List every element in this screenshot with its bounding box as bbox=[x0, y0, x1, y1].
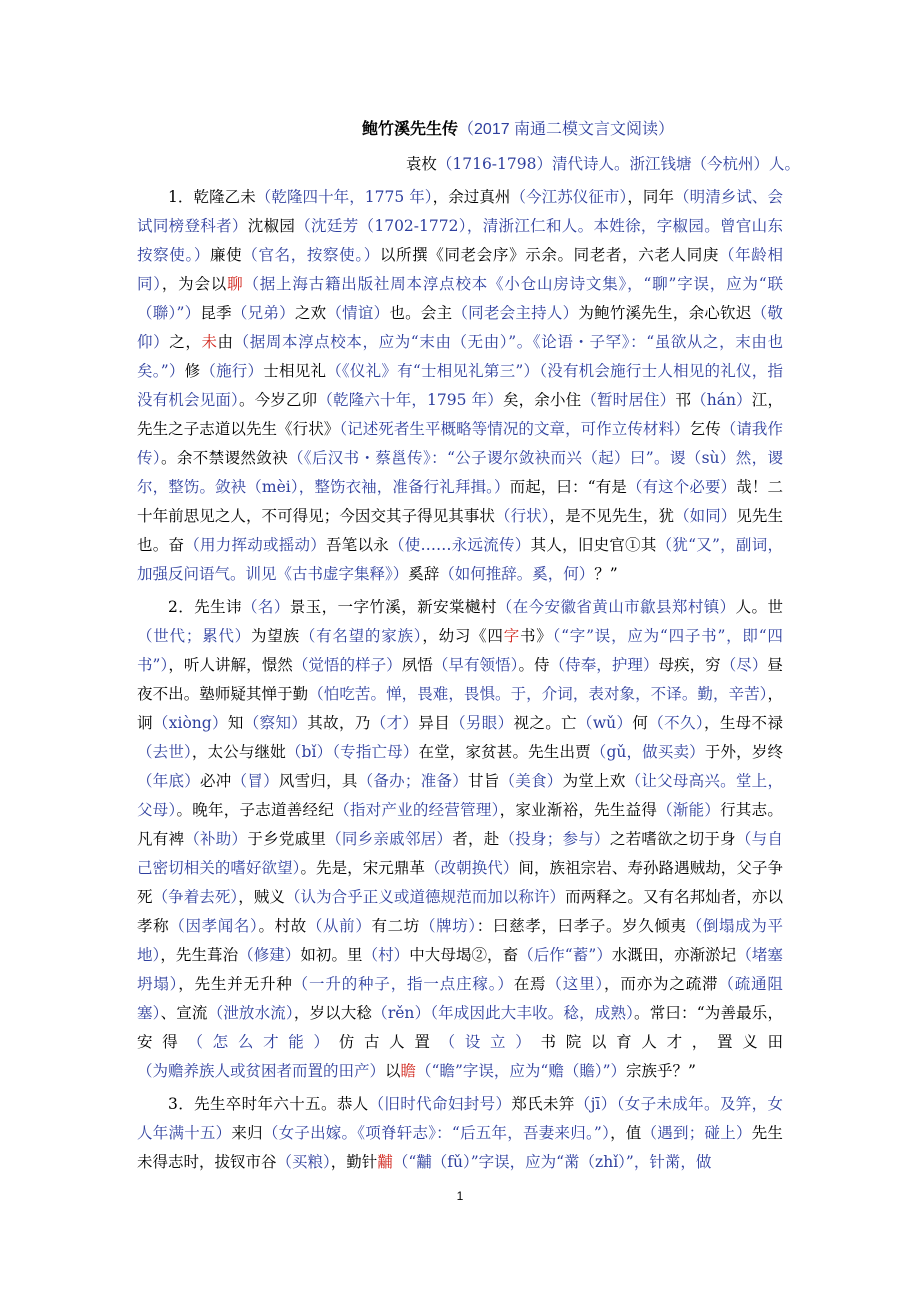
source-text: ：曰慈孝，曰孝子。岁久倾夷 bbox=[476, 917, 687, 935]
title-line bbox=[362, 118, 882, 141]
annotation: （渐能） bbox=[657, 801, 721, 819]
annotation: （“黼（fǔ）”字误，应为“黹（zhǐ）”，针黹，做 bbox=[392, 1153, 712, 1171]
corrected-char: 聊 bbox=[227, 275, 244, 293]
source-text: 昆季 bbox=[200, 304, 232, 322]
source-text: 。今岁乙卯 bbox=[238, 391, 318, 409]
annotation: （bǐ）（专指亡母） bbox=[285, 743, 419, 761]
annotation: （倒塌成为平地） bbox=[137, 917, 783, 964]
annotation: （冒） bbox=[231, 772, 279, 790]
source-text: ，是不见先生，犹 bbox=[549, 507, 675, 525]
annotation: （xiòng） bbox=[152, 714, 228, 732]
paragraph-1 bbox=[137, 183, 783, 589]
source-text: 者，赴 bbox=[452, 830, 500, 848]
annotation: （官名，按察使。） bbox=[242, 246, 380, 264]
source-text: 也。会主 bbox=[389, 304, 453, 322]
annotation: （今江苏仪征市） bbox=[510, 188, 628, 206]
annotation: （指对产业的经营管理） bbox=[334, 801, 500, 819]
source-text: 人。世 bbox=[735, 598, 783, 616]
annotation: （暂时居住） bbox=[581, 391, 676, 409]
annotation: （据周本淳点校本，应为“末由（无由）”。《论语・子罕》：“虽欲从之，末由也矣。”） bbox=[137, 333, 783, 380]
annotation: （村） bbox=[362, 946, 410, 964]
corrected-char: 字 bbox=[503, 627, 520, 645]
source-text: 廉使 bbox=[210, 246, 243, 264]
source-text: 行其志。凡有裨 bbox=[137, 801, 783, 848]
annotation: （行状） bbox=[495, 507, 550, 525]
source-text: 其人，旧史官①其 bbox=[530, 536, 657, 554]
source-text: 先生未得志时，拔钗市谷 bbox=[137, 1124, 783, 1171]
source-text: ，听人讲解，憬然 bbox=[168, 656, 293, 674]
annotation: （有名望的家族） bbox=[299, 627, 423, 645]
source-text: ，先生葺治 bbox=[160, 946, 239, 964]
source-text: 母疾，穷 bbox=[658, 656, 721, 674]
annotation: （美食） bbox=[499, 772, 563, 790]
annotation: （rěn）（年成因此大丰收。稔，成熟） bbox=[372, 1004, 635, 1022]
source-text: 书院以育人才，置义田 bbox=[540, 1033, 783, 1051]
source-text: ，而亦为之疏滞 bbox=[604, 975, 719, 993]
annotation: （因孝闻名） bbox=[169, 917, 259, 935]
annotation: （泄放水流） bbox=[207, 1004, 294, 1022]
annotation: （有这个必要） bbox=[626, 478, 737, 496]
source-text: 于乡党戚里 bbox=[247, 830, 327, 848]
corrected-char: 黼 bbox=[377, 1153, 393, 1171]
source-text: 沈椒园 bbox=[247, 217, 296, 235]
annotation: （怎么才能） bbox=[187, 1033, 339, 1051]
source-text: 乞传 bbox=[689, 420, 721, 438]
source-text: 之若嗜欲之切于身 bbox=[609, 830, 736, 848]
essay-source: （2017 南通二模文言文阅读） bbox=[458, 121, 675, 138]
source-text: 来归 bbox=[231, 1124, 263, 1142]
source-text: 如初。里 bbox=[300, 946, 363, 964]
annotation: （如何推辞。奚，何） bbox=[439, 565, 595, 583]
source-text: 之欢 bbox=[294, 304, 327, 322]
source-text: 仿古人置 bbox=[338, 1033, 440, 1051]
corrected-char: 未 bbox=[201, 333, 218, 351]
annotation: （如同） bbox=[674, 507, 737, 525]
source-text: 。侍 bbox=[518, 656, 550, 674]
source-text: ，岁以大稔 bbox=[293, 1004, 373, 1022]
annotation: （遇到；碰上） bbox=[641, 1124, 752, 1142]
source-text: 见先生也。奋 bbox=[137, 507, 783, 554]
annotation: （名） bbox=[241, 598, 290, 616]
source-text: 而起，曰：“有是 bbox=[509, 478, 627, 496]
source-text: 有二坊 bbox=[371, 917, 420, 935]
annotation: （wǔ） bbox=[577, 714, 633, 732]
source-text: 为堂上欢 bbox=[562, 772, 626, 790]
annotation: （另眼） bbox=[450, 714, 514, 732]
source-text: ，贼义 bbox=[238, 888, 285, 906]
annotation: （沈廷芳（1702-1772），清浙江仁和人。本姓徐，字椒园。曾官山东按察使。） bbox=[137, 217, 783, 264]
annotation: （去世） bbox=[137, 743, 192, 761]
source-text: ，余过真州 bbox=[432, 188, 511, 206]
annotation: （乾隆四十年，1775 年） bbox=[255, 188, 433, 206]
source-text: ，值 bbox=[610, 1124, 642, 1142]
annotation: （使……永远流传） bbox=[389, 536, 531, 554]
annotation: （才） bbox=[370, 714, 419, 732]
annotation: （后作“蓄”） bbox=[518, 946, 612, 964]
source-text: 2．先生讳 bbox=[168, 598, 242, 616]
source-text: 江，先生之子志道以先生《行状》 bbox=[137, 391, 783, 438]
annotation: （改朝换代） bbox=[425, 859, 519, 877]
annotation: （争着去死） bbox=[152, 888, 239, 906]
source-text: 风雪归，具 bbox=[278, 772, 358, 790]
source-text: 哉！二十年前思见之人，不可得见；今因交其子得见其事状 bbox=[137, 478, 783, 525]
source-text: 修 bbox=[184, 362, 201, 380]
source-text: 间，族祖宗岩、寿孙路遇贼劫，父子争死 bbox=[137, 859, 783, 906]
paragraph-2 bbox=[137, 593, 783, 1086]
source-text: 1．乾隆乙未 bbox=[168, 188, 256, 206]
source-text: ，幼习《四 bbox=[422, 627, 504, 645]
annotation: （“字”误，应为“四子书”，即“四书”） bbox=[137, 627, 783, 674]
annotation: （备办；准备） bbox=[357, 772, 468, 790]
annotation: （女子出嫁。《项脊轩志》：“后五年，吾妻来归。”） bbox=[262, 1124, 611, 1142]
annotation: （同乡亲戚邻居） bbox=[326, 830, 453, 848]
source-text: 为鲍竹溪先生，余心钦迟 bbox=[578, 304, 752, 322]
annotation: （投身；参与） bbox=[499, 830, 610, 848]
annotation: （hán） bbox=[691, 391, 752, 409]
annotation: （在今安徽省黄山市歙县郑村镇） bbox=[496, 598, 736, 616]
source-text: 奚辞 bbox=[408, 565, 440, 583]
annotation: （怕吃苦。惮，畏难，畏惧。于，介词，表对象，不译。勤，辛苦） bbox=[308, 685, 768, 703]
annotation: （世代；累代） bbox=[137, 627, 251, 645]
source-text: 邗 bbox=[675, 391, 692, 409]
corrected-char: 瞻 bbox=[400, 1062, 417, 1080]
annotation: （jī）（女子未成年。及笄，女人年满十五） bbox=[137, 1095, 783, 1142]
source-text: ？” bbox=[594, 565, 618, 583]
source-text: 何 bbox=[632, 714, 649, 732]
source-text: 由 bbox=[217, 333, 234, 351]
annotation: （一升的种子，指一点庄稼。） bbox=[292, 975, 514, 993]
annotation: （早有领悟） bbox=[432, 656, 519, 674]
annotation: （从前） bbox=[306, 917, 372, 935]
annotation: （记述死者生平概略等情况的文章，可作立传材料） bbox=[339, 420, 690, 438]
annotation: （明清乡试、会试同榜登科者） bbox=[137, 188, 783, 235]
source-text: 。常曰：“为善最乐，安得 bbox=[137, 1004, 783, 1051]
annotation: （让父母高兴。堂上，父母） bbox=[137, 772, 783, 819]
source-text: 宗族乎？” bbox=[626, 1062, 696, 1080]
source-text: 景玉，一字竹溪，新安棠樾村 bbox=[289, 598, 497, 616]
source-text: 书》 bbox=[520, 627, 553, 645]
source-text: ，先生并无升种 bbox=[178, 975, 293, 993]
annotation: （不久） bbox=[648, 714, 704, 732]
annotation: （请我作传） bbox=[137, 420, 783, 467]
source-text: 矣，余小住 bbox=[502, 391, 582, 409]
annotation: （侍奉，护理） bbox=[549, 656, 659, 674]
source-text: 视之。亡 bbox=[513, 714, 577, 732]
source-text: 必冲 bbox=[200, 772, 232, 790]
annotation: （这里） bbox=[546, 975, 605, 993]
paragraph-3 bbox=[137, 1090, 783, 1177]
annotation: （用力挥动或摇动） bbox=[184, 536, 327, 554]
source-text: 郑氏未笄 bbox=[511, 1095, 575, 1113]
annotation: （《仪礼》有“士相见礼第三”）（没有机会施行士人相见的礼仪，指没有机会见面） bbox=[137, 362, 783, 409]
source-text: 、宣流 bbox=[160, 1004, 208, 1022]
annotation: （旧时代命妇封号） bbox=[368, 1095, 512, 1113]
annotation: （施行） bbox=[200, 362, 264, 380]
annotation: （“瞻”字误，应为“赡（贍）”） bbox=[416, 1062, 626, 1080]
annotation: （敬仰） bbox=[137, 304, 783, 351]
source-text: 昼夜不出。塾师疑其惮于勤 bbox=[137, 656, 783, 703]
source-text: ，同年 bbox=[627, 188, 675, 206]
author-line bbox=[406, 153, 800, 175]
source-text: 。村故 bbox=[258, 917, 307, 935]
annotation: （设立） bbox=[439, 1033, 541, 1051]
source-text: 。晚年，子志道善经纪 bbox=[176, 801, 335, 819]
annotation: （情谊） bbox=[326, 304, 390, 322]
page-number: 1 bbox=[456, 1189, 464, 1203]
annotation: （买粮） bbox=[276, 1153, 331, 1171]
source-text: 知 bbox=[227, 714, 244, 732]
annotation: （认为合乎正义或道德规范而加以称许） bbox=[284, 888, 566, 906]
author-name: 袁枚 bbox=[405, 155, 437, 173]
source-text: 水溉田，亦渐淤圮 bbox=[611, 946, 737, 964]
annotation: （察知） bbox=[243, 714, 308, 732]
source-text: 为望族 bbox=[250, 627, 300, 645]
essay-title: 鲍竹溪先生传 bbox=[362, 119, 459, 138]
annotation: （修建） bbox=[238, 946, 301, 964]
source-text: 士相见礼 bbox=[263, 362, 327, 380]
source-text: 中大母堨②，畜 bbox=[409, 946, 519, 964]
annotation: （乾隆六十年，1795 年） bbox=[317, 391, 503, 409]
source-text: 之， bbox=[169, 333, 202, 351]
annotation: （觉悟的样子） bbox=[292, 656, 402, 674]
annotation: （年龄相同） bbox=[137, 246, 783, 293]
essay-body bbox=[137, 183, 783, 1181]
source-text: 在焉 bbox=[513, 975, 547, 993]
annotation: （疏通阻塞） bbox=[137, 975, 783, 1022]
annotation: （补助） bbox=[184, 830, 248, 848]
source-text: 以 bbox=[385, 1062, 401, 1080]
source-text: ，诇 bbox=[137, 685, 783, 732]
source-text: 3．先生卒时年六十五。恭人 bbox=[168, 1095, 369, 1113]
annotation: （堵塞坍塌） bbox=[137, 946, 783, 993]
annotation: （犹“又”，副词，加强反问语气。训见《古书虚字集释》） bbox=[137, 536, 783, 583]
source-text: 夙悟 bbox=[401, 656, 433, 674]
source-text: 于外，岁终 bbox=[704, 743, 783, 761]
source-text: 。余不禁谡然敛袂 bbox=[161, 449, 288, 467]
source-text: ，生母不禄 bbox=[703, 714, 783, 732]
annotation: （gǔ，做买卖） bbox=[590, 743, 705, 761]
source-text: ，勤针 bbox=[330, 1153, 378, 1171]
annotation: （牌坊） bbox=[419, 917, 477, 935]
annotation: （尽） bbox=[720, 656, 768, 674]
source-text: 。先是，宋元鼎革 bbox=[300, 859, 426, 877]
author-note: （1716-1798）清代诗人。浙江钱塘（今杭州）人。 bbox=[436, 155, 800, 173]
source-text: 甘旨 bbox=[467, 772, 500, 790]
source-text: 其故，乃 bbox=[307, 714, 371, 732]
source-text: ，家业渐裕，先生益得 bbox=[499, 801, 658, 819]
annotation: （兄弟） bbox=[231, 304, 295, 322]
annotation: （与自己密切相关的嗜好欲望） bbox=[137, 830, 783, 877]
source-text: 在堂，家贫甚。先生出贾 bbox=[418, 743, 591, 761]
source-text: ，太公与继妣 bbox=[191, 743, 286, 761]
source-text: 吾笔以永 bbox=[326, 536, 390, 554]
annotation: （同老会主持人） bbox=[452, 304, 579, 322]
annotation: （年底） bbox=[137, 772, 201, 790]
source-text: 以所撰《同老会序》示余。同老者，六老人同庚 bbox=[379, 246, 720, 264]
annotation: （为赡养族人或贫困者而置的田产） bbox=[137, 1062, 386, 1080]
annotation: （《后汉书・蔡邕传》：“公子谡尔敛袂而兴（起）曰”。谡（sù）然，谡尔，整饬。敛袂（mèi），整饬衣袖，准备行礼拜揖。） bbox=[137, 449, 783, 496]
source-text: 异目 bbox=[418, 714, 451, 732]
source-text: 而两释之。又有名邦灿者，亦以孝称 bbox=[137, 888, 783, 935]
annotation: （据上海古籍出版社周本淳点校本《小仓山房诗文集》，“聊”字误，应为“联（聯）”） bbox=[137, 275, 783, 322]
source-text: ，为会以 bbox=[161, 275, 228, 293]
